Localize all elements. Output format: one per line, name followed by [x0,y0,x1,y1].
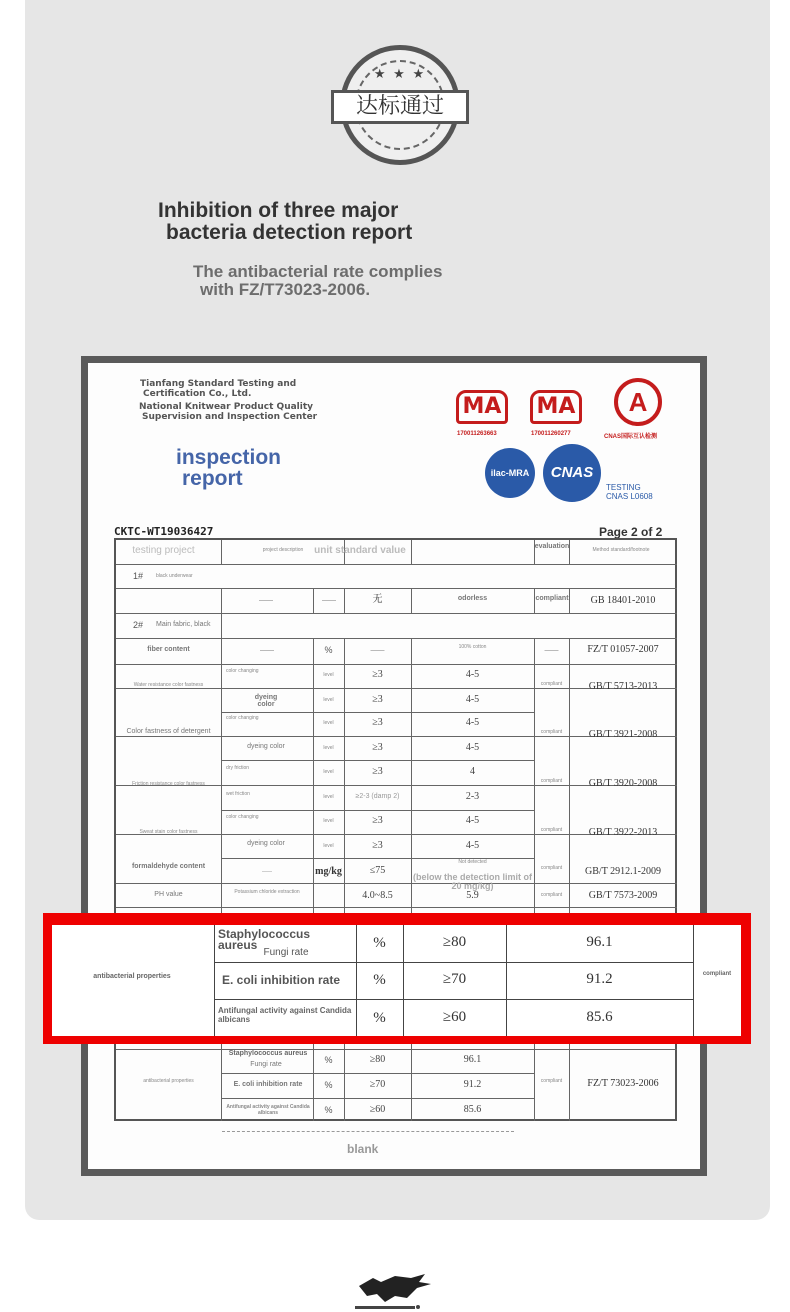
row-line [116,588,677,589]
highlight-row-line [214,999,694,1000]
antibacterial-row3-result: 85.6 [463,1104,482,1115]
ph-standard: GB/T 7573-2009 [588,890,658,901]
highlight-row2-name: E. coli inhibition rate [222,973,341,987]
highlight-name: antibacterial properties [93,973,171,980]
row-line [116,613,677,614]
formaldehyde-note: Not detected [458,859,487,865]
row-line [221,1073,534,1074]
row-line [116,907,677,908]
highlight-req-1: ≥80 [442,934,467,950]
ph-name: PH value [154,891,183,898]
fiber-evaluation: —— [544,647,559,654]
water-standard: GB/T 5713-2013 [588,681,658,692]
formaldehyde-unit: mg/kg [315,866,342,877]
highlight-evaluation: compliant [702,971,732,977]
odor-result: odorless [457,595,488,602]
formaldehyde-name: formaldehyde content [131,863,206,870]
water-req-1: ≥3 [372,669,383,680]
water-unit-1: level [323,672,334,678]
sweat-result-2: 4-5 [465,840,480,851]
sweat-unit-1: level [323,818,334,824]
issuer-line2: Certification Co., Ltd. [143,389,252,399]
friction-evaluation: compliant [540,778,563,784]
fiber-content-name: fiber content [147,646,190,653]
detergent-result-2: 4-5 [465,742,480,753]
cal-caption: CNAS国际互认检测 [604,434,658,440]
main-title [158,200,412,244]
water-result-1: 4-5 [465,669,480,680]
col-line [221,540,222,564]
water-sub-dyeing-color: dyeing color [254,694,278,708]
friction-unit-2: level [323,794,334,800]
row-line [116,883,677,884]
odor-dash-2: —— [322,597,336,604]
row-line [221,712,534,713]
sweat-evaluation: compliant [540,827,563,833]
subtitle-line1: The antibacterial rate complies [193,262,443,281]
col-line [569,638,570,1121]
detergent-req-2: ≥3 [372,742,383,753]
cnas-testing-label: TESTING [606,483,641,492]
antibacterial-row1-unit: % [324,1055,333,1065]
header-evaluation: evaluation [534,543,570,550]
antibacterial-evaluation: compliant [540,1078,563,1084]
sweat-sub-dyeing-color: dyeing color [247,840,285,847]
highlight-row3-name: Antifungal activity against Candida albicans [218,1006,352,1024]
friction-req-1: ≥3 [372,766,383,777]
friction-sub-dry: dry friction [226,765,250,771]
detergent-req-1: ≥3 [372,717,383,728]
odor-dash-1: —— [259,597,273,604]
highlight-result-3: 85.6 [586,1009,613,1025]
highlight-col-line [214,925,215,1036]
antibacterial-row2-req: ≥70 [369,1079,386,1090]
col-line [313,638,314,1121]
row-line [221,760,534,761]
water-req-2: ≥3 [372,694,383,705]
antibacterial-row1-req: ≥80 [369,1054,386,1065]
antibacterial-row3-req: ≥60 [369,1104,386,1115]
friction-fastness-name: Friction resistance color fastness [132,781,205,787]
highlight-row1-sub: Fungi rate [263,947,309,958]
sweat-req-1: ≥3 [372,815,383,826]
highlight-req-2: ≥70 [442,971,467,987]
header-method-standard: Method standard/footnote [592,547,650,553]
page-indicator: Page 2 of 2 [599,525,663,539]
subtitle [193,263,442,299]
issuer-line1: Tianfang Standard Testing and [140,379,297,389]
report-title-line2: report [182,467,243,490]
stamp-text: 达标通过 [331,90,469,124]
friction-unit-1: level [323,769,334,775]
sweat-req-2: ≥3 [372,840,383,851]
header-unit-standard: unit standard value [314,545,406,556]
stamp-stars: ★ ★ ★ [373,66,427,81]
detergent-sub-dyeing-color: dyeing color [247,743,285,750]
cma-logo-1: MA [456,390,508,424]
ph-description: Potassium chloride extraction [234,889,300,895]
blank-label: blank [347,1142,379,1156]
antibacterial-row3-unit: % [324,1105,333,1115]
highlight-row-line [214,962,694,963]
formaldehyde-dash: —— [262,869,272,875]
fiber-standard: FZ/T 01057-2007 [587,644,659,655]
row-line [116,1049,677,1050]
ilac-mra-logo: ilac-MRA [485,448,535,498]
col-line [534,638,535,1121]
antibacterial-row2-unit: % [324,1080,333,1090]
section1-name: black underwear [156,573,193,579]
cnas-code: CNAS L0608 [606,492,653,501]
fiber-requirement: —— [370,647,385,654]
header-testing-project: testing project [132,545,195,556]
section2-number: 2# [132,620,143,630]
friction-result-2: 2-3 [465,791,480,802]
formaldehyde-requirement: ≤75 [369,865,386,876]
odor-evaluation: compliant [535,595,569,602]
antibacterial-row2-result: 91.2 [463,1079,482,1090]
antibacterial-standard: FZ/T 73023-2006 [587,1078,659,1089]
water-fastness-name: Water resistance color fastness [133,682,204,688]
row-line [116,664,677,665]
detergent-unit-2: level [323,745,334,751]
detergent-standard: GB/T 3921-2008 [588,729,658,740]
main-title-line2: bacteria detection report [166,221,413,244]
end-divider [222,1131,514,1132]
highlight-unit-2: % [373,972,386,988]
friction-sub-wet: wet friction [226,791,250,797]
detergent-unit-1: level [323,720,334,726]
highlight-result-1: 96.1 [586,934,613,950]
cnas-logo: CNAS [543,444,601,502]
row-line [116,564,677,565]
sweat-sub-color-changing: color changing [226,814,259,820]
issuer-center [139,402,317,422]
highlight-result-2: 91.2 [586,971,613,987]
formaldehyde-evaluation: compliant [540,865,563,871]
col-line [344,638,345,1121]
fiber-result: 100% cotton [458,644,487,650]
water-result-2: 4-5 [465,694,480,705]
ph-evaluation: compliant [540,892,563,898]
detergent-fastness-name: Color fastness of detergent [126,728,211,735]
report-title [176,447,281,489]
issuer-name [140,379,296,399]
formaldehyde-standard: GB/T 2912.1-2009 [585,866,661,877]
detergent-sub-color-changing: color changing [226,715,259,721]
odor-requirement: 无 [372,594,383,605]
highlight-req-3: ≥60 [442,1009,467,1025]
friction-result-1: 4 [470,766,475,777]
col-line [411,540,412,564]
row-line [116,638,677,639]
cma-logo-2: MA [530,390,582,424]
wolf-brand-logo [355,1272,435,1312]
water-sub-color-changing: color changing [226,668,259,674]
friction-req-2: ≥2-3 (damp 2) [355,793,400,800]
antibacterial-row3-name: Antifungal activity against Candida albicans [226,1104,310,1116]
highlight-row1-name: Staphylococcus aureus [218,927,311,952]
subtitle-line2: with FZ/T73023-2006. [200,280,371,299]
highlight-unit-1: % [373,935,386,951]
header-project-description: project description [262,547,304,553]
sweat-result-1: 4-5 [465,815,480,826]
cma-number-2: 170011260277 [531,431,571,437]
row-line [221,1098,534,1099]
approval-stamp [340,45,460,165]
sweat-unit-2: level [323,843,334,849]
highlight-unit-3: % [373,1010,386,1026]
highlight-col-line [693,925,694,1036]
water-evaluation: compliant [540,681,563,687]
antibacterial-row2-name: E. coli inhibition rate [233,1081,303,1088]
ph-requirement: 4.0~8.5 [362,890,393,901]
friction-standard: GB/T 3920-2008 [588,778,658,789]
detergent-result-1: 4-5 [465,717,480,728]
row-line [221,810,534,811]
antibacterial-row1-name: Staphylococcus aureus [228,1050,308,1057]
cma-number-1: 170011263663 [457,431,497,437]
detergent-evaluation: compliant [540,729,563,735]
issuer-line3: National Knitwear Product Quality [139,402,314,412]
ph-result: 5.9 [466,890,479,901]
formaldehyde-result: (below the detection limit of 20 mg/kg) [413,872,532,891]
sweat-standard: GB/T 3922-2013 [588,827,658,838]
main-title-line1: Inhibition of three major [158,199,399,222]
report-title-line1: inspection [176,446,282,469]
section1-number: 1# [132,571,143,581]
cal-logo: A [614,378,662,426]
water-unit-2: level [323,697,334,703]
report-number: CKTC-WT19036427 [114,525,214,538]
sweat-fastness-name: Sweat stain color fastness [139,829,198,835]
antibacterial-row1-sub: Fungi rate [250,1061,282,1068]
odor-standard: GB 18401-2010 [590,595,656,606]
fiber-dash: —— [260,647,274,654]
fiber-unit: % [324,645,333,655]
antibacterial-row1-result: 96.1 [463,1054,482,1065]
issuer-line4: Supervision and Inspection Center [142,412,318,422]
antibacterial-name: antibacterial properties [143,1078,194,1084]
section2-name: Main fabric, black [156,621,211,628]
